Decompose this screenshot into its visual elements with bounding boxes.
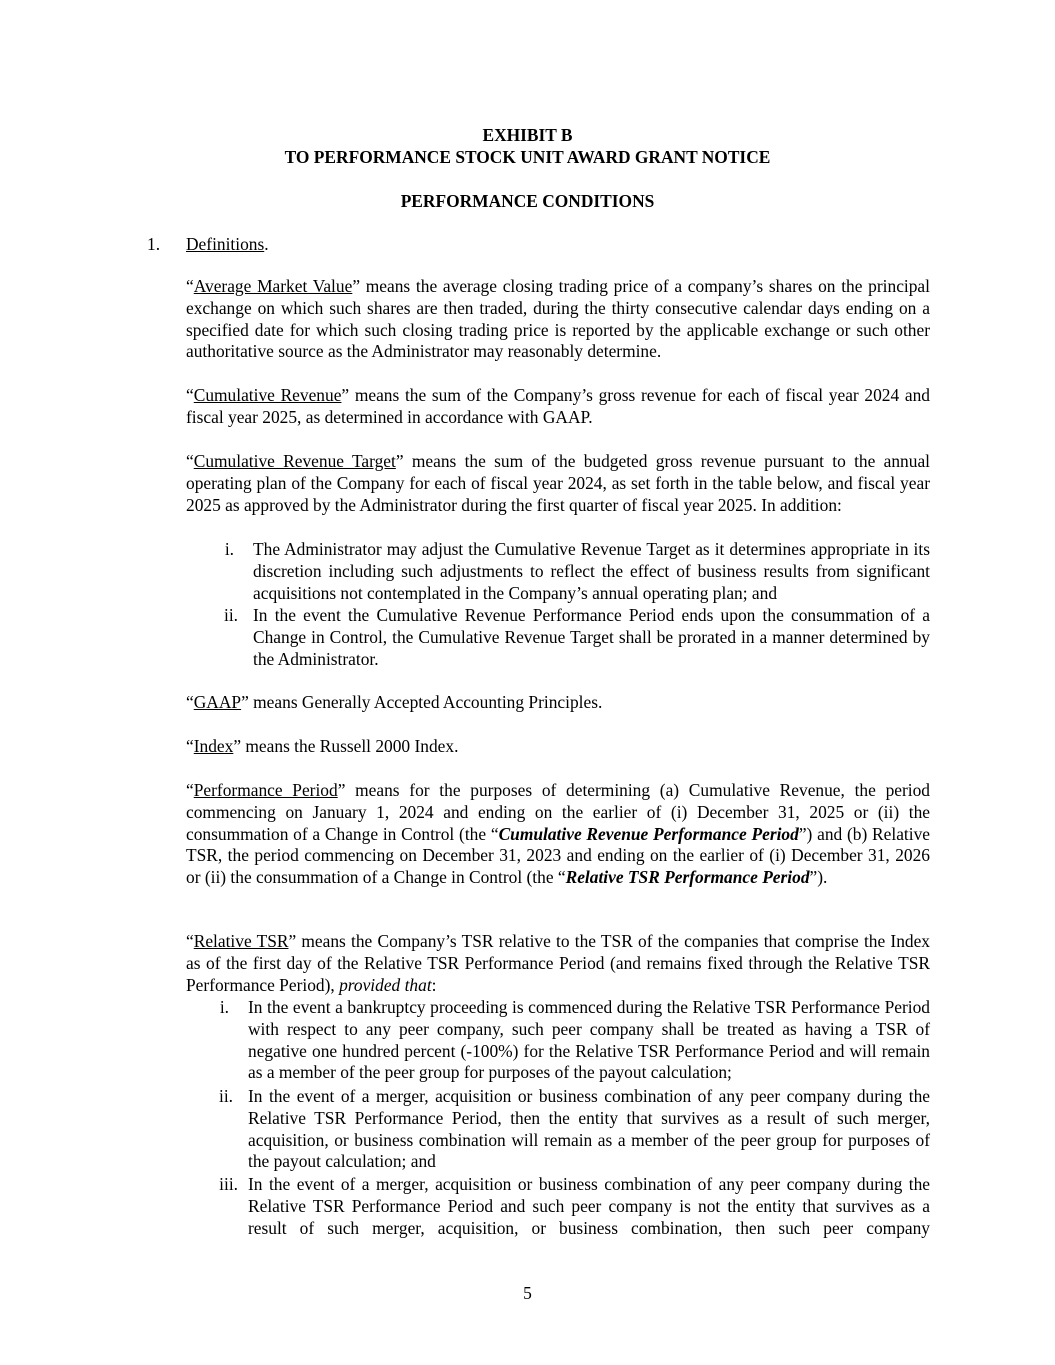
section-title-period: . bbox=[264, 234, 269, 254]
exhibit-subtitle: TO PERFORMANCE STOCK UNIT AWARD GRANT NOTICE bbox=[284, 147, 771, 167]
list-item: The Administrator may adjust the Cumulative Revenue Target as it determines appropriate in its discretion including such adjustments to reflect the effect of business results from significant acquisitions not contemplated in the Company’s annual operating plan; and bbox=[253, 539, 930, 603]
definition-text: ”) and (b) Relative TSR, the period commencing on December 31, 2023 and ending on the earlier of (i) December 31, 2026 or (ii) the consummation of a Change in Control (the “ bbox=[186, 823, 930, 888]
page-title: PERFORMANCE CONDITIONS bbox=[400, 191, 655, 211]
list-item-number: ii. bbox=[218, 1086, 233, 1106]
definition-text: ” means the Company’s TSR relative to the TSR of the companies that comprise the Index as of the first day of the Relative TSR Performance Period (and remains fixed through the Relative TSR Performance Period), bbox=[186, 931, 930, 995]
page-number: 5 bbox=[523, 1283, 532, 1303]
open-quote: “ bbox=[186, 692, 194, 712]
open-quote: “ bbox=[186, 736, 194, 756]
defined-term: GAAP bbox=[193, 692, 242, 712]
definition-gaap bbox=[186, 692, 930, 714]
open-quote: “ bbox=[186, 780, 194, 800]
open-quote: “ bbox=[186, 931, 194, 951]
open-quote: “ bbox=[186, 451, 194, 471]
proviso-colon: : bbox=[431, 974, 437, 995]
list-item-number: ii. bbox=[223, 605, 238, 625]
defined-term: Average Market Value bbox=[193, 276, 353, 296]
list-item-number: i. bbox=[224, 539, 234, 559]
defined-term: Performance Period bbox=[193, 780, 338, 800]
defined-term: Cumulative Revenue Target bbox=[193, 451, 396, 471]
definition-text: ” means Generally Accepted Accounting Principles. bbox=[241, 692, 603, 712]
open-quote: “ bbox=[186, 276, 194, 296]
exhibit-heading: EXHIBIT B bbox=[482, 125, 573, 145]
open-quote: “ bbox=[186, 385, 194, 405]
definition-text: ” means the sum of the budgeted gross revenue pursuant to the annual operating plan of the Company for each of fiscal year 2024, as set forth in the table below, and fiscal year 2025 as approved by the Administrator during the first quarter of fiscal year 2025. In addition: bbox=[186, 451, 930, 515]
defined-term: Index bbox=[193, 736, 234, 756]
proviso-text: provided that bbox=[339, 974, 432, 995]
defined-term: Cumulative Revenue bbox=[193, 385, 342, 405]
defined-term: Relative TSR bbox=[193, 931, 289, 951]
list-item: In the event of a merger, acquisition or business combination of any peer company during the Relative TSR Performance Period and such peer company is not the entity that survives as a result of such merger, acquisition, or business combination, then such peer company bbox=[248, 1174, 930, 1238]
definition-text: ” means the average closing trading price of a company’s shares on the principal exchange on which such shares are then traded, during the thirty consecutive calendar days ending on a specified date for which such closing trading price is reported by the applicable exchange or such other authoritative source as the Administrator may reasonably determine. bbox=[186, 276, 930, 362]
list-item-number: i. bbox=[219, 997, 229, 1017]
list-item-number: iii. bbox=[219, 1174, 238, 1194]
definition-cumulative-revenue-target bbox=[186, 451, 930, 516]
defined-term-emphasis: Relative TSR Performance Period bbox=[565, 867, 810, 888]
section-title: Definitions bbox=[186, 234, 265, 254]
defined-term-emphasis: Cumulative Revenue Performance Period bbox=[498, 823, 799, 844]
definition-text: ” means the sum of the Company’s gross revenue for each of fiscal year 2024 and fiscal year 2025, as determined in accordance with GAAP. bbox=[186, 385, 930, 427]
definition-performance-period bbox=[186, 780, 930, 889]
list-item: In the event a bankruptcy proceeding is commenced during the Relative TSR Performance Period with respect to any peer company, such peer company shall be treated as having a TSR of negative one hundred percent (-100%) for the Relative TSR Performance Period and will remain as a member of the peer group for purposes of the payout calculation; bbox=[248, 997, 930, 1083]
definition-relative-tsr bbox=[186, 931, 930, 996]
list-item: In the event of a merger, acquisition or business combination of any peer company during the Relative TSR Performance Period, then the entity that survives as a result of such merger, acquisition, or business combination will remain as a member of the peer group for purposes of the payout calculation; and bbox=[248, 1086, 930, 1172]
definition-text: ” means the Russell 2000 Index. bbox=[233, 736, 459, 756]
section-title-wrap bbox=[186, 234, 269, 256]
section-number: 1. bbox=[147, 234, 161, 254]
definition-text: ”). bbox=[809, 867, 828, 888]
definition-text: ” means for the purposes of determining (a) Cumulative Revenue, the period commencing on January 1, 2024 and ending on the earlier of (i) December 31, 2025 or (ii) the consummation of a Change in Control (the “ bbox=[186, 780, 930, 844]
definition-index bbox=[186, 736, 930, 758]
definition-cumulative-revenue bbox=[186, 385, 930, 429]
list-item: In the event the Cumulative Revenue Performance Period ends upon the consummation of a Change in Control, the Cumulative Revenue Target shall be prorated in a manner determined by the Administrator. bbox=[253, 605, 930, 669]
definition-average-market-value bbox=[186, 276, 930, 363]
